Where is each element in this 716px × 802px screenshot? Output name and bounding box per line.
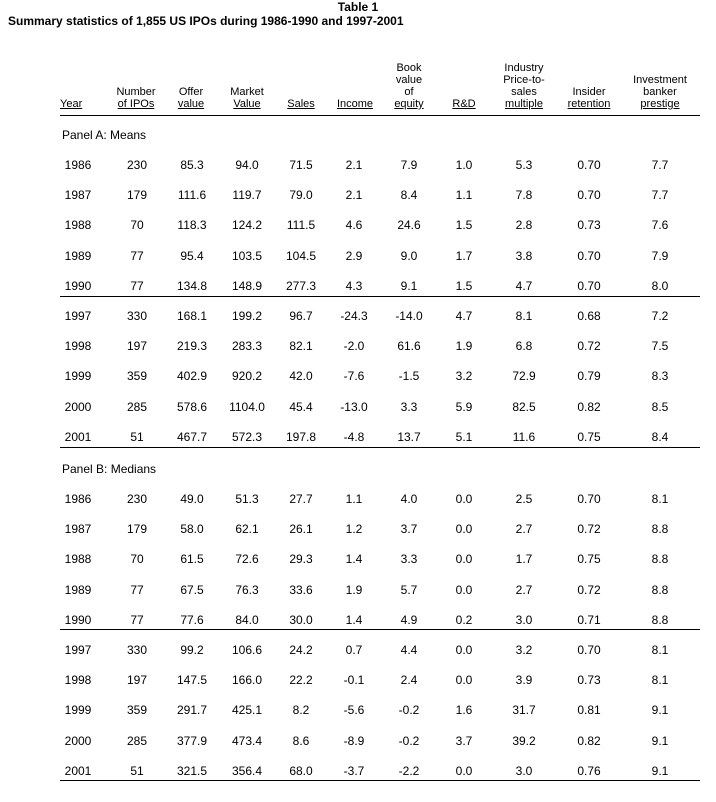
table-row — [0, 522, 716, 536]
cell-market-value: 148.9 — [231, 278, 263, 293]
cell-book-value: 7.9 — [400, 158, 418, 172]
cell-industry-ps: 3.9 — [515, 673, 533, 688]
cell-market-value: 920.2 — [231, 369, 263, 384]
cell-sales: 29.3 — [289, 552, 313, 567]
cell-rd: 1.5 — [455, 278, 473, 293]
cell-market-value: 356.4 — [231, 763, 263, 778]
cell-book-value: 24.6 — [397, 218, 421, 233]
cell-book-value: -14.0 — [395, 309, 423, 323]
cell-year: 2000 — [64, 733, 92, 748]
cell-industry-ps: 6.8 — [515, 339, 533, 354]
cell-rd: 0.0 — [455, 582, 473, 597]
cell-offer-value: 321.5 — [176, 763, 208, 778]
cell-income: -2.0 — [343, 339, 365, 354]
cell-offer-value: 99.2 — [180, 643, 204, 657]
table-row — [0, 188, 716, 202]
cell-year: 1989 — [64, 248, 92, 263]
cell-year: 1988 — [64, 218, 92, 233]
cell-rd: 1.1 — [455, 188, 473, 203]
cell-market-value: 103.5 — [231, 248, 263, 263]
cell-rd: 1.9 — [455, 339, 473, 354]
cell-ib-prestige: 7.7 — [651, 188, 669, 203]
cell-income: -13.0 — [340, 399, 368, 414]
header-industry-price-to-sales: Industry Price-to- sales multiple — [503, 62, 545, 110]
cell-industry-ps: 11.6 — [512, 429, 536, 444]
cell-book-value: 4.4 — [400, 643, 418, 657]
cell-number-of-ipos: 359 — [126, 369, 148, 384]
cell-book-value: 4.0 — [400, 492, 418, 506]
cell-ib-prestige: 9.1 — [651, 703, 669, 718]
cell-industry-ps: 3.0 — [515, 763, 533, 778]
cell-insider-retention: 0.70 — [577, 158, 601, 172]
cell-offer-value: 168.1 — [176, 309, 208, 323]
cell-offer-value: 467.7 — [176, 429, 208, 444]
cell-sales: 96.7 — [289, 309, 313, 323]
header-year: Year — [60, 98, 83, 110]
cell-income: 4.3 — [345, 278, 363, 293]
header-rule — [60, 115, 700, 116]
cell-ib-prestige: 8.8 — [651, 522, 669, 537]
cell-year: 1987 — [64, 522, 92, 537]
table-row — [0, 643, 716, 657]
cell-rd: 3.7 — [455, 733, 473, 748]
cell-offer-value: 402.9 — [176, 369, 208, 384]
cell-ib-prestige: 7.7 — [651, 158, 669, 172]
cell-book-value: -0.2 — [398, 703, 420, 718]
cell-offer-value: 49.0 — [180, 492, 204, 506]
rule-1990-b — [60, 629, 700, 630]
cell-year: 1988 — [64, 552, 92, 567]
cell-insider-retention: 0.79 — [577, 369, 601, 384]
cell-insider-retention: 0.68 — [577, 309, 601, 323]
cell-year: 1986 — [64, 492, 92, 506]
table-row — [0, 339, 716, 353]
cell-year: 2000 — [64, 399, 92, 414]
cell-industry-ps: 2.7 — [515, 582, 533, 597]
cell-market-value: 51.3 — [235, 492, 259, 506]
rule-1990 — [60, 296, 700, 297]
cell-ib-prestige: 7.9 — [651, 248, 669, 263]
table-title: Table 1 — [337, 0, 379, 14]
panel-label: Panel A: Means — [62, 128, 147, 142]
cell-year: 1997 — [64, 309, 92, 323]
cell-market-value: 84.0 — [235, 612, 259, 627]
cell-offer-value: 77.6 — [180, 612, 204, 627]
cell-insider-retention: 0.72 — [577, 522, 601, 537]
cell-book-value: 8.4 — [400, 188, 418, 203]
cell-year: 1999 — [64, 703, 92, 718]
table-row — [0, 279, 716, 293]
cell-industry-ps: 5.3 — [515, 158, 533, 172]
cell-number-of-ipos: 179 — [126, 522, 148, 537]
cell-book-value: 5.7 — [400, 582, 418, 597]
cell-offer-value: 134.8 — [176, 278, 208, 293]
cell-year: 1986 — [64, 158, 92, 172]
cell-ib-prestige: 8.3 — [651, 369, 669, 384]
table-row — [0, 734, 716, 748]
cell-ib-prestige: 9.1 — [651, 763, 669, 778]
cell-sales: 8.2 — [292, 703, 310, 718]
cell-industry-ps: 3.2 — [515, 643, 533, 657]
cell-market-value: 283.3 — [231, 339, 263, 354]
cell-market-value: 425.1 — [231, 703, 263, 718]
cell-ib-prestige: 7.6 — [651, 218, 669, 233]
cell-insider-retention: 0.70 — [577, 643, 601, 657]
cell-number-of-ipos: 285 — [126, 733, 148, 748]
table-row — [0, 369, 716, 383]
cell-offer-value: 95.4 — [180, 248, 204, 263]
cell-offer-value: 291.7 — [176, 703, 208, 718]
cell-book-value: 3.3 — [400, 552, 418, 567]
header-number-of-ipos: Number of IPOs — [116, 86, 156, 110]
cell-ib-prestige: 7.5 — [651, 339, 669, 354]
cell-market-value: 119.7 — [232, 188, 262, 203]
panel-label: Panel B: Medians — [62, 462, 157, 476]
cell-offer-value: 377.9 — [176, 733, 208, 748]
cell-rd: 0.2 — [455, 612, 473, 627]
cell-market-value: 72.6 — [235, 552, 259, 567]
cell-year: 1997 — [64, 643, 92, 657]
cell-income: 1.9 — [345, 582, 363, 597]
cell-industry-ps: 31.7 — [512, 703, 536, 718]
cell-offer-value: 578.6 — [176, 399, 208, 414]
cell-sales: 79.0 — [289, 188, 313, 203]
cell-industry-ps: 3.8 — [515, 248, 533, 263]
cell-rd: 1.0 — [455, 158, 473, 172]
cell-industry-ps: 2.7 — [515, 522, 533, 537]
cell-sales: 26.1 — [289, 522, 313, 537]
cell-income: -7.6 — [343, 369, 365, 384]
cell-number-of-ipos: 51 — [130, 429, 144, 444]
cell-book-value: -2.2 — [398, 763, 420, 778]
cell-sales: 82.1 — [289, 339, 313, 354]
cell-year: 1999 — [64, 369, 92, 384]
cell-number-of-ipos: 230 — [126, 158, 148, 172]
cell-sales: 45.4 — [289, 399, 313, 414]
cell-industry-ps: 39.2 — [512, 733, 536, 748]
cell-number-of-ipos: 197 — [126, 339, 148, 354]
cell-sales: 22.2 — [289, 673, 313, 688]
cell-number-of-ipos: 77 — [130, 582, 144, 597]
cell-number-of-ipos: 179 — [126, 188, 148, 203]
cell-ib-prestige: 8.8 — [651, 552, 669, 567]
cell-year: 1998 — [64, 673, 92, 688]
cell-year: 1990 — [64, 612, 92, 627]
cell-sales: 197.8 — [285, 429, 317, 444]
cell-book-value: 9.1 — [400, 278, 418, 293]
header-rd: R&D — [452, 98, 476, 110]
cell-income: -3.7 — [343, 763, 365, 778]
cell-sales: 277.3 — [285, 278, 317, 293]
cell-income: -24.3 — [340, 309, 368, 323]
cell-sales: 68.0 — [289, 763, 313, 778]
table-row — [0, 583, 716, 597]
cell-insider-retention: 0.71 — [577, 612, 601, 627]
cell-number-of-ipos: 197 — [126, 673, 148, 688]
cell-book-value: -0.2 — [398, 733, 420, 748]
cell-sales: 30.0 — [289, 612, 313, 627]
cell-sales: 8.6 — [292, 733, 310, 748]
cell-sales: 27.7 — [289, 492, 313, 506]
cell-rd: 1.6 — [455, 703, 473, 718]
cell-insider-retention: 0.75 — [577, 552, 601, 567]
cell-insider-retention: 0.72 — [577, 339, 601, 354]
cell-rd: 0.0 — [455, 492, 473, 506]
table-row — [0, 309, 716, 323]
cell-rd: 1.5 — [455, 218, 473, 233]
cell-rd: 0.0 — [455, 763, 473, 778]
cell-market-value: 76.3 — [235, 582, 259, 597]
cell-ib-prestige: 8.0 — [651, 278, 669, 293]
table-row — [0, 492, 716, 506]
cell-insider-retention: 0.70 — [577, 278, 601, 293]
cell-rd: 0.0 — [455, 643, 473, 657]
cell-rd: 1.7 — [455, 248, 473, 263]
cell-income: 1.4 — [345, 612, 363, 627]
table-row — [0, 552, 716, 566]
table-row — [0, 703, 716, 717]
cell-industry-ps: 3.0 — [515, 612, 533, 627]
cell-rd: 3.2 — [455, 369, 473, 384]
cell-market-value: 106.6 — [231, 643, 263, 657]
cell-industry-ps: 82.5 — [512, 399, 536, 414]
cell-year: 1998 — [64, 339, 92, 354]
cell-ib-prestige: 8.1 — [651, 643, 669, 657]
cell-insider-retention: 0.76 — [577, 763, 601, 778]
cell-book-value: 4.9 — [400, 612, 418, 627]
cell-insider-retention: 0.70 — [577, 248, 601, 263]
table-subtitle: Summary statistics of 1,855 US IPOs during 1986-1990 and 1997-2001 — [8, 14, 404, 28]
cell-number-of-ipos: 77 — [130, 278, 144, 293]
cell-sales: 24.2 — [289, 643, 313, 657]
cell-offer-value: 67.5 — [180, 582, 204, 597]
table-row — [0, 430, 716, 444]
cell-insider-retention: 0.70 — [577, 492, 601, 506]
cell-market-value: 1104.0 — [229, 399, 265, 414]
cell-offer-value: 147.5 — [176, 673, 208, 688]
cell-industry-ps: 8.1 — [515, 309, 533, 323]
cell-income: -5.6 — [343, 703, 365, 718]
cell-year: 2001 — [64, 763, 92, 778]
cell-ib-prestige: 7.2 — [651, 309, 669, 323]
cell-industry-ps: 2.8 — [515, 218, 533, 233]
cell-market-value: 572.3 — [231, 429, 263, 444]
cell-insider-retention: 0.82 — [577, 399, 601, 414]
cell-book-value: 2.4 — [400, 673, 418, 688]
cell-book-value: -1.5 — [398, 369, 420, 384]
table-row — [0, 613, 716, 627]
cell-insider-retention: 0.73 — [577, 673, 601, 688]
header-investment-banker-prestige: Investment banker prestige — [633, 74, 687, 110]
cell-rd: 0.0 — [455, 673, 473, 688]
cell-rd: 5.1 — [455, 429, 473, 444]
cell-ib-prestige: 8.1 — [651, 673, 669, 688]
header-market-value: Market Value — [230, 86, 264, 110]
header-income: Income — [336, 98, 374, 110]
cell-offer-value: 219.3 — [176, 339, 208, 354]
cell-offer-value: 58.0 — [180, 522, 204, 537]
cell-offer-value: 85.3 — [180, 158, 204, 172]
cell-income: 2.9 — [345, 248, 363, 263]
cell-income: 4.6 — [345, 218, 363, 233]
cell-insider-retention: 0.70 — [577, 188, 601, 203]
cell-income: 0.7 — [345, 643, 363, 657]
table-row — [0, 673, 716, 687]
cell-income: 2.1 — [345, 188, 363, 203]
cell-market-value: 62.1 — [235, 522, 259, 537]
cell-market-value: 199.2 — [231, 309, 263, 323]
cell-industry-ps: 1.7 — [515, 552, 533, 567]
cell-book-value: 3.3 — [400, 399, 418, 414]
table-row — [0, 218, 716, 232]
cell-book-value: 61.6 — [397, 339, 421, 354]
cell-insider-retention: 0.81 — [577, 703, 601, 718]
cell-offer-value: 111.6 — [177, 188, 207, 203]
cell-insider-retention: 0.73 — [577, 218, 601, 233]
rule-2001-b — [60, 780, 700, 781]
cell-income: 1.4 — [345, 552, 363, 567]
cell-market-value: 124.2 — [231, 218, 263, 233]
cell-year: 1987 — [64, 188, 92, 203]
cell-rd: 5.9 — [455, 399, 473, 414]
cell-year: 1990 — [64, 278, 92, 293]
cell-rd: 0.0 — [455, 552, 473, 567]
cell-income: -4.8 — [343, 429, 365, 444]
cell-industry-ps: 7.8 — [515, 188, 533, 203]
cell-ib-prestige: 8.8 — [651, 612, 669, 627]
cell-sales: 71.5 — [289, 158, 313, 172]
cell-ib-prestige: 8.4 — [651, 429, 669, 444]
table-row — [0, 158, 716, 172]
cell-industry-ps: 2.5 — [515, 492, 533, 506]
header-sales: Sales — [287, 98, 315, 110]
cell-number-of-ipos: 77 — [130, 612, 144, 627]
cell-insider-retention: 0.72 — [577, 582, 601, 597]
cell-income: -8.9 — [343, 733, 365, 748]
cell-number-of-ipos: 359 — [126, 703, 148, 718]
cell-income: -0.1 — [343, 673, 365, 688]
header-book-value-of-equity: Book value of equity — [394, 62, 424, 110]
cell-offer-value: 118.3 — [177, 218, 207, 233]
cell-book-value: 9.0 — [400, 248, 418, 263]
cell-income: 2.1 — [345, 158, 363, 172]
cell-year: 1989 — [64, 582, 92, 597]
cell-market-value: 166.0 — [231, 673, 263, 688]
cell-number-of-ipos: 285 — [126, 399, 148, 414]
header-insider-retention: Insider retention — [567, 86, 611, 110]
cell-sales: 104.5 — [285, 248, 317, 263]
rule-2001 — [60, 447, 700, 448]
cell-number-of-ipos: 51 — [130, 763, 144, 778]
table-row — [0, 764, 716, 778]
cell-ib-prestige: 8.8 — [651, 582, 669, 597]
cell-ib-prestige: 8.5 — [651, 399, 669, 414]
cell-rd: 4.7 — [455, 309, 473, 323]
cell-book-value: 3.7 — [400, 522, 418, 537]
cell-income: 1.1 — [345, 492, 363, 506]
header-offer-value: Offer value — [177, 86, 205, 110]
cell-industry-ps: 4.7 — [515, 278, 533, 293]
cell-income: 1.2 — [345, 522, 363, 537]
cell-sales: 42.0 — [289, 369, 313, 384]
cell-book-value: 13.7 — [397, 429, 421, 444]
cell-number-of-ipos: 330 — [126, 643, 148, 657]
cell-rd: 0.0 — [455, 522, 473, 537]
cell-number-of-ipos: 77 — [130, 248, 144, 263]
cell-market-value: 94.0 — [235, 158, 259, 172]
cell-market-value: 473.4 — [231, 733, 263, 748]
cell-sales: 33.6 — [289, 582, 313, 597]
table-row — [0, 249, 716, 263]
cell-insider-retention: 0.75 — [577, 429, 601, 444]
cell-number-of-ipos: 70 — [130, 552, 144, 567]
cell-ib-prestige: 8.1 — [651, 492, 669, 506]
cell-number-of-ipos: 230 — [126, 492, 148, 506]
cell-insider-retention: 0.82 — [577, 733, 601, 748]
cell-sales: 111.5 — [286, 218, 316, 233]
cell-industry-ps: 72.9 — [512, 369, 536, 384]
cell-ib-prestige: 9.1 — [651, 733, 669, 748]
table-row — [0, 400, 716, 414]
cell-offer-value: 61.5 — [180, 552, 204, 567]
cell-number-of-ipos: 70 — [130, 218, 144, 233]
cell-number-of-ipos: 330 — [126, 309, 148, 323]
cell-year: 2001 — [64, 429, 92, 444]
